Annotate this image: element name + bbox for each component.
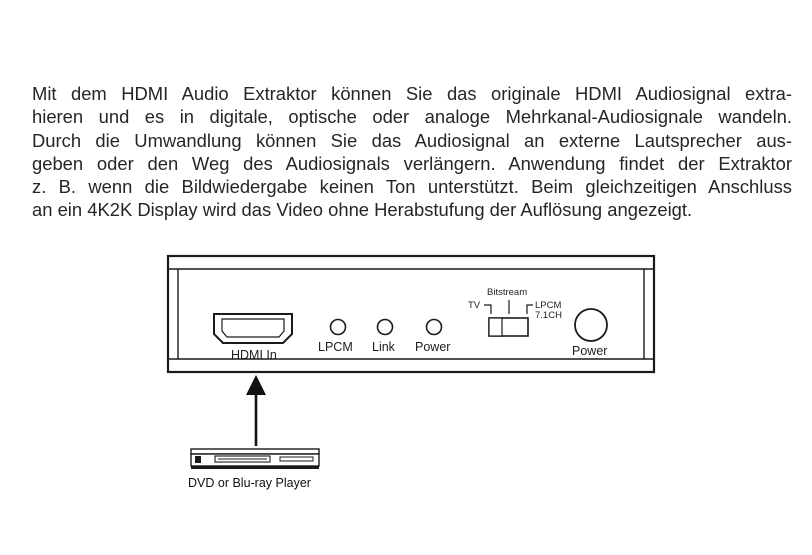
- link-led-icon: [378, 320, 393, 335]
- paragraph-line: Mit dem HDMI Audio Extraktor können Sie das originale HDMI Audiosignal extra-: [32, 83, 792, 104]
- paragraph-line: Durch die Umwandlung können Sie das Audiosignal an externe Lautsprecher aus-: [32, 129, 792, 151]
- lpcm-led-icon: [331, 320, 346, 335]
- power-led-label: Power: [415, 340, 451, 354]
- switch-tv-label: TV: [468, 300, 481, 311]
- paragraph-line: geben oder den Weg des Audiosignals verlängern. Anwendung findet der Extraktor: [32, 152, 792, 174]
- player-caption: DVD or Blu-ray Player: [188, 476, 311, 490]
- lpcm-led-label: LPCM: [318, 340, 353, 354]
- switch-71ch-label: 7.1CH: [535, 310, 562, 321]
- link-led-label: Link: [372, 340, 395, 354]
- signal-arrow: [246, 375, 266, 446]
- hdmi-in-label: HDMI In: [231, 348, 277, 362]
- switch-lpcm-label: LPCM: [535, 300, 562, 311]
- paragraph-line: hieren und es in digitale, optische oder analoge Mehrkanal-Audiosignale wandeln.: [32, 106, 792, 128]
- power-led-icon: [427, 320, 442, 335]
- power-button-label: Power: [572, 344, 608, 358]
- paragraph-line: z. B. wenn die Bildwiedergabe keinen Ton unterstützt. Beim gleichzeitigen Anschluss: [32, 176, 792, 198]
- switch-bitstream-label: Bitstream: [487, 287, 528, 298]
- dvd-player-icon: [191, 449, 319, 469]
- hdmi-port-icon: [214, 314, 292, 343]
- paragraph-line: an ein 4K2K Display wird das Video ohne Herabstufung der Auflösung angezeigt.: [32, 199, 693, 221]
- power-button-icon[interactable]: [575, 309, 607, 341]
